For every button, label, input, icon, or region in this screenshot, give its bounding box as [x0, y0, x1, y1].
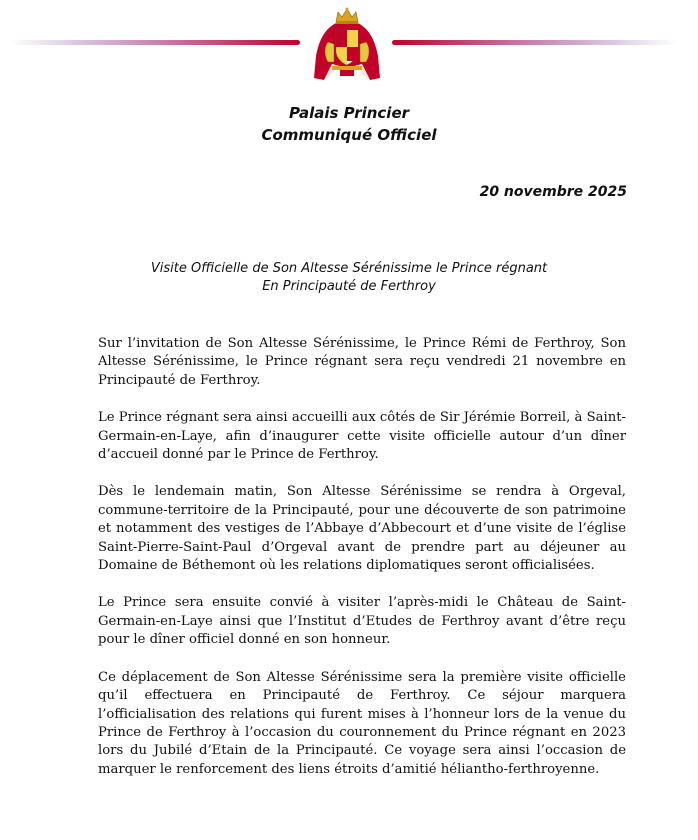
crest-crown-band	[336, 21, 358, 24]
crest-supporter-right	[360, 42, 369, 62]
document-date: 20 novembre 2025	[479, 184, 627, 200]
body-paragraph-2: Le Prince régnant sera ainsi accueilli aux côtés de Sir Jérémie Borreil, à Saint-Germain-en-Laye, afin d’inaugurer cette visite officielle autour d’un dîner d’accueil donné par le Prince de Ferthroy.	[98, 410, 626, 463]
document-subject	[0, 260, 698, 296]
header-bar-right	[392, 40, 677, 45]
title-palais: Palais Princier	[288, 104, 410, 122]
document-body	[98, 335, 626, 798]
coat-of-arms-icon	[310, 6, 384, 84]
header-bar-left	[10, 40, 300, 45]
body-paragraph-4: Le Prince sera ensuite convié à visiter l’après-midi le Château de Saint-Germain-en-Laye ainsi que l’Institut d’Etudes de Ferthroy avant d’être reçu pour le dîner officiel donné en son honneur.	[98, 595, 626, 648]
crest-crown	[336, 9, 358, 22]
title-communique: Communiqué Officiel	[261, 126, 437, 144]
subject-line-2: En Principauté de Ferthroy	[262, 279, 436, 294]
body-paragraph-5: Ce déplacement de Son Altesse Sérénissime sera la première visite officielle qu’il effectuera en Principauté de Ferthroy. Ce séjour marquera l’officialisation des relations qui furent mises à l’honneur lors de la venue du Prince de Ferthroy à l’occasion du couronnement du Prince régnant en 2023 lors du Jubilé d’Etain de la Principauté. Ce voyage sera ainsi l’occasion de marquer le renforcement des liens étroits d’amitié hélianthо-ferthroyenne.	[98, 669, 626, 777]
crest-base	[332, 66, 362, 70]
crest-supporter-left	[325, 42, 334, 62]
subject-line-1: Visite Officielle de Son Altesse Sérénissime le Prince régnant	[150, 261, 548, 276]
body-paragraph-1: Sur l’invitation de Son Altesse Sérénissime, le Prince Rémi de Ferthroy, Son Altesse Sérénissime, le Prince régnant sera reçu vendredi 21 novembre en Principauté de Ferthroy.	[98, 336, 626, 388]
body-paragraph-3: Dès le lendemain matin, Son Altesse Sérénissime se rendra à Orgeval, commune-territoire de la Principauté, pour une découverte de son patrimoine et notamment des vestiges de l’Abbaye d’Abbecourt et d’une visite de l’église Saint-Pierre-Saint-Paul d’Orgeval avant de prendre part au déjeuner au Domaine de Béthemont où les relations diplomatiques seront officialisées.	[98, 484, 626, 574]
document-title-block	[0, 102, 698, 146]
